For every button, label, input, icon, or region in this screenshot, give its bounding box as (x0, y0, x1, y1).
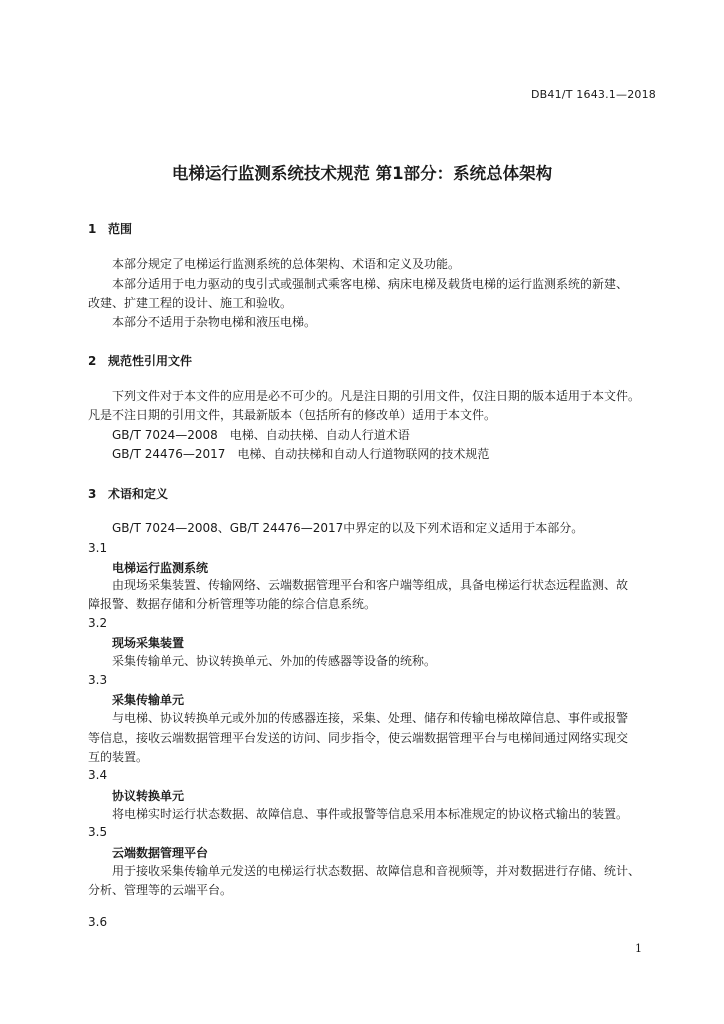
term-definition-continuation: 分析、管理等的云端平台。 (88, 883, 233, 897)
paragraph: 本部分规定了电梯运行监测系统的总体架构、术语和定义及功能。 (112, 257, 461, 271)
paragraph: 本部分适用于电力驱动的曳引式或强制式乘客电梯、病床电梯及载货电梯的运行监测系统的新建、 (112, 277, 629, 291)
section-title: 术语和定义 (108, 487, 169, 501)
term-number: 3.4 (88, 768, 108, 782)
paragraph-continuation: 改建、扩建工程的设计、施工和验收。 (88, 296, 293, 310)
page-number: 1 (635, 942, 642, 955)
page-title: 电梯运行监测系统技术规范 第1部分：系统总体架构 (171, 164, 553, 183)
term-number: 3.1 (88, 541, 108, 555)
paragraph: 本部分不适用于杂物电梯和液压电梯。 (112, 315, 317, 329)
section-3-heading (88, 485, 168, 502)
term-definition: 由现场采集装置、传输网络、云端数据管理平台和客户端等组成，具备电梯运行状态远程监测、故 (112, 578, 629, 592)
paragraph-continuation: 凡是不注日期的引用文件，其最新版本（包括所有的修改单）适用于本文件。 (88, 408, 497, 422)
section-number: 2 (88, 354, 97, 368)
document-code: DB41/T 1643.1—2018 (530, 88, 656, 101)
section-title: 范围 (108, 222, 133, 236)
term-definition-continuation: 障报警、数据存储和分析管理等功能的综合信息系统。 (88, 597, 377, 611)
term-name: 采集传输单元 (112, 693, 185, 707)
paragraph: 下列文件对于本文件的应用是必不可少的。凡是注日期的引用文件，仅注日期的版本适用于本文件。 (112, 389, 641, 403)
reference-item: GB/T 7024—2008 电梯、自动扶梯、自动人行道术语 (112, 428, 410, 442)
term-definition: 用于接收采集传输单元发送的电梯运行状态数据、故障信息和音视频等，并对数据进行存储、统计、 (112, 864, 641, 878)
term-definition-continuation: 等信息，接收云端数据管理平台发送的访问、同步指令，使云端数据管理平台与电梯间通过网络实现交 (88, 731, 629, 745)
term-number: 3.5 (88, 825, 108, 839)
section-2-heading (88, 352, 192, 369)
term-definition: 采集传输单元、协议转换单元、外加的传感器等设备的统称。 (112, 654, 437, 668)
term-definition-continuation: 互的装置。 (88, 750, 149, 764)
section-title: 规范性引用文件 (108, 354, 193, 368)
section-number: 3 (88, 487, 97, 501)
section-number: 1 (88, 222, 97, 236)
term-number: 3.6 (88, 915, 108, 929)
term-definition: 将电梯实时运行状态数据、故障信息、事件或报警等信息采用本标准规定的协议格式输出的装置。 (112, 807, 629, 821)
term-number: 3.2 (88, 616, 108, 630)
reference-item: GB/T 24476—2017 电梯、自动扶梯和自动人行道物联网的技术规范 (112, 447, 490, 461)
term-name: 电梯运行监测系统 (112, 561, 209, 575)
term-name: 协议转换单元 (112, 789, 185, 803)
term-definition: 与电梯、协议转换单元或外加的传感器连接，采集、处理、储存和传输电梯故障信息、事件或报警 (112, 711, 629, 725)
section-1-heading (88, 220, 132, 237)
term-name: 云端数据管理平台 (112, 846, 209, 860)
paragraph: GB/T 7024—2008、GB/T 24476—2017中界定的以及下列术语和定义适用于本部分。 (112, 521, 584, 535)
term-name: 现场采集装置 (112, 636, 185, 650)
term-number: 3.3 (88, 673, 108, 687)
